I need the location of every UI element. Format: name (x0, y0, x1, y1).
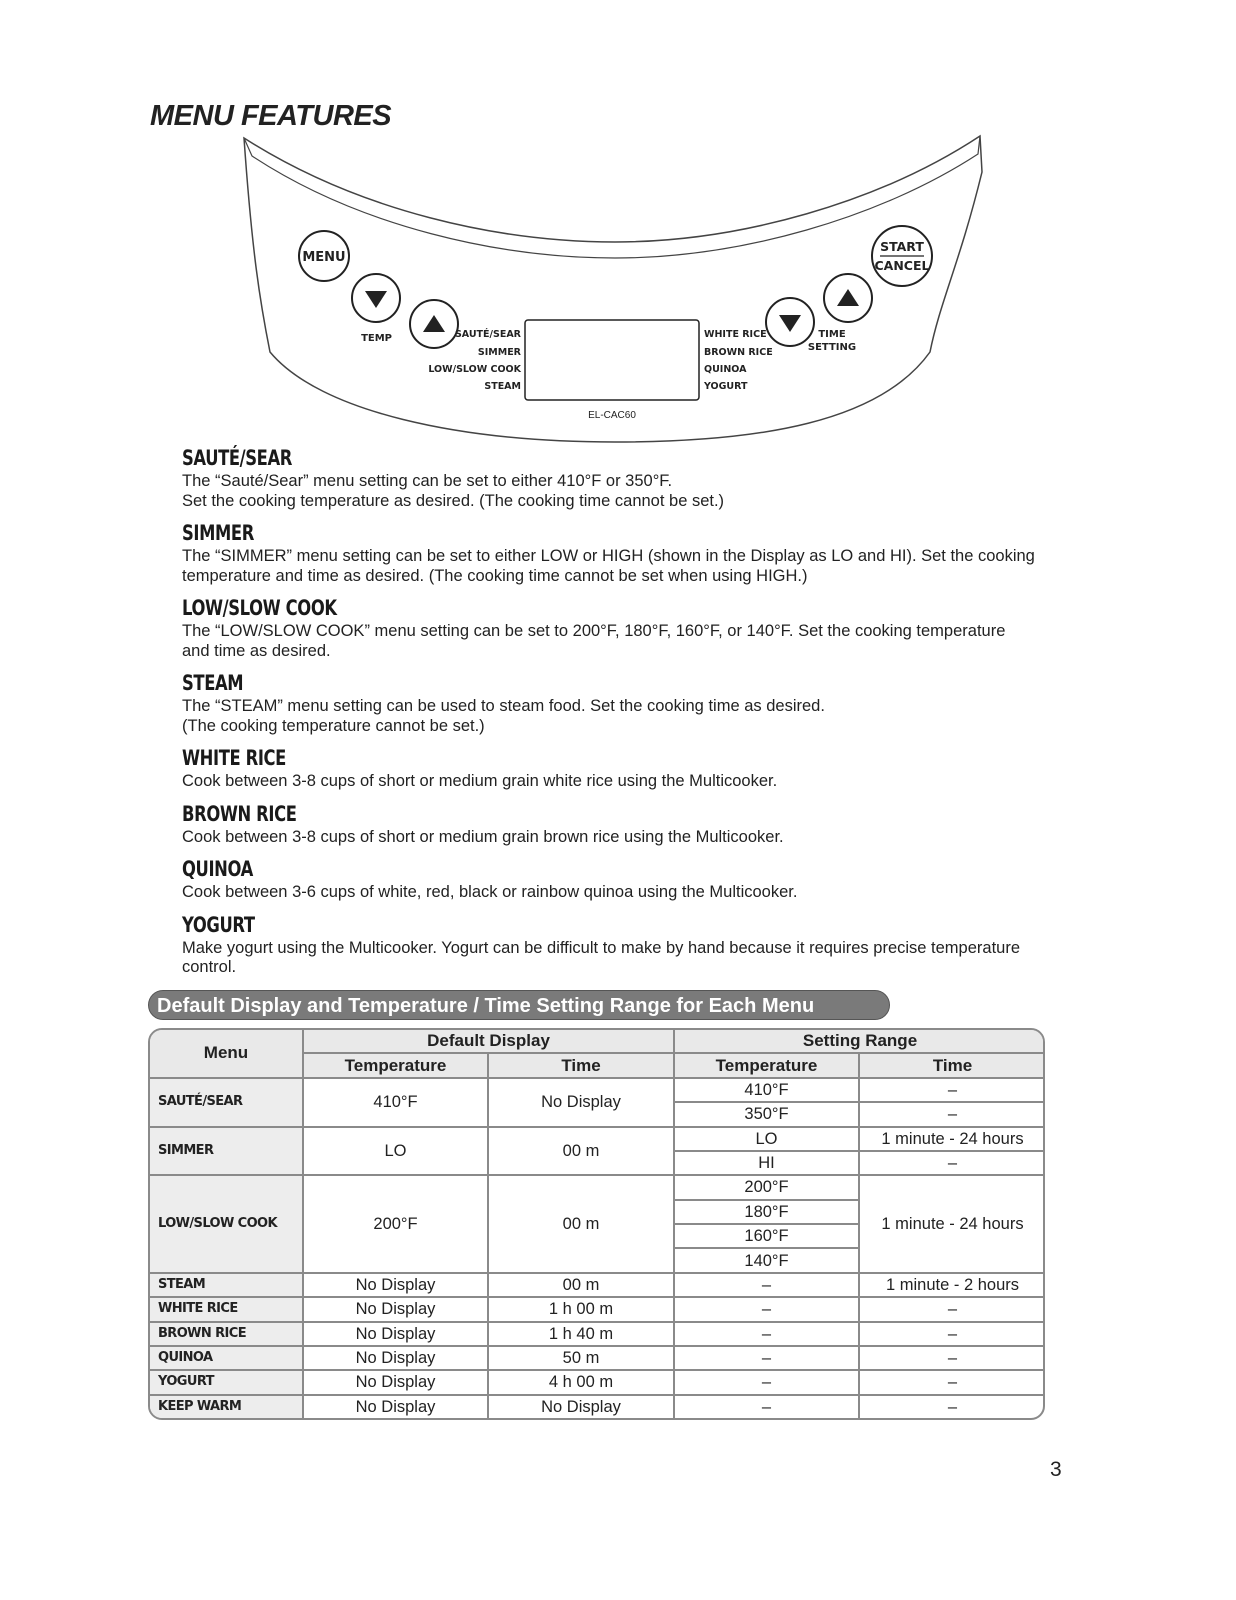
time-label-2: SETTING (807, 342, 857, 353)
display-window (525, 320, 699, 400)
table-row (149, 1175, 1045, 1199)
default-time-cell: 1 h 00 m (488, 1297, 674, 1321)
table-row (149, 1273, 1045, 1297)
section-text: The “LOW/SLOW COOK” menu setting can be set to 200°F, 180°F, 160°F, or 140°F. Set the cooking temperature and time as desired. (182, 622, 1006, 660)
default-temp-cell: No Display (303, 1297, 488, 1321)
table-row (149, 1370, 1045, 1394)
default-temp-cell: No Display (303, 1395, 488, 1419)
section-text: Make yogurt using the Multicooker. Yogurt can be difficult to make by hand because it requires precise temperature control. (182, 938, 1021, 976)
menu-cell: SIMMER (149, 1127, 303, 1176)
default-temp-cell: No Display (303, 1273, 488, 1297)
range-temp-cell: – (674, 1273, 859, 1297)
range-temp-cell: HI (674, 1151, 859, 1175)
page-title: MENU FEATURES (150, 100, 392, 132)
table-row (149, 1297, 1045, 1321)
section-steam (182, 669, 1072, 736)
range-temp-cell: – (674, 1395, 859, 1419)
table-row (149, 1127, 1045, 1151)
range-temp-cell: – (674, 1370, 859, 1394)
section-saute-sear (182, 444, 1072, 511)
range-temp-cell: – (674, 1297, 859, 1321)
model-number: EL-CAC60 (588, 410, 636, 421)
table-row (149, 1395, 1045, 1419)
menu-cell: YOGURT (149, 1370, 303, 1394)
section-text: The “SIMMER” menu setting can be set to either LOW or HIGH (shown in the Display as LO and HI). Set the cooking temperature and time as desired. (The cooking time cannot be set when using HIGH.) (182, 547, 1035, 585)
start-label: START (880, 239, 924, 254)
section-simmer (182, 519, 1072, 586)
table-header-row (149, 1029, 1045, 1053)
table-row (149, 1346, 1045, 1370)
range-time-cell: – (859, 1102, 1045, 1126)
temp-down-button[interactable] (352, 274, 400, 322)
menu-cell: WHITE RICE (149, 1297, 303, 1321)
default-time-cell: No Display (488, 1078, 674, 1127)
range-temp-cell: 200°F (674, 1175, 859, 1199)
temp-label: TEMP (361, 333, 392, 344)
default-temp-cell: LO (303, 1127, 488, 1176)
start-cancel-button[interactable] (872, 226, 932, 286)
section-brown-rice (182, 800, 1072, 848)
header-setting-range: Setting Range (674, 1029, 1045, 1053)
default-time-cell: No Display (488, 1395, 674, 1419)
table-row (149, 1322, 1045, 1346)
range-time-cell: – (859, 1346, 1045, 1370)
time-up-button[interactable] (824, 274, 872, 322)
menu-descriptions (182, 444, 1072, 978)
range-temp-cell: 140°F (674, 1248, 859, 1272)
menu-indicator-low-slow: LOW/SLOW COOK (428, 364, 521, 375)
range-temp-cell: 160°F (674, 1224, 859, 1248)
range-time-cell: 1 minute - 24 hours (859, 1127, 1045, 1151)
header-range-time: Time (859, 1053, 1045, 1077)
default-time-cell: 00 m (488, 1127, 674, 1176)
menu-button-label: MENU (302, 250, 346, 265)
temp-up-button[interactable] (410, 300, 458, 348)
section-heading: LOW/SLOW COOK (182, 596, 337, 620)
section-quinoa (182, 855, 1072, 903)
default-time-cell: 00 m (488, 1273, 674, 1297)
menu-indicator-saute: SAUTÉ/SEAR (454, 329, 521, 340)
default-time-cell: 00 m (488, 1175, 674, 1273)
menu-indicator-quinoa: QUINOA (704, 364, 747, 375)
section-text: The “Sauté/Sear” menu setting can be set to either 410°F or 350°F. Set the cooking temperature as desired. (The cooking time cannot be set.) (182, 472, 725, 510)
section-heading: BROWN RICE (182, 801, 297, 826)
range-temp-cell: – (674, 1322, 859, 1346)
section-heading: WHITE RICE (182, 746, 286, 770)
menu-cell: QUINOA (149, 1346, 303, 1370)
table-row (149, 1078, 1045, 1102)
settings-table-frame (148, 1028, 1045, 1420)
header-range-temperature: Temperature (674, 1053, 859, 1077)
default-temp-cell: No Display (303, 1322, 488, 1346)
range-temp-cell: LO (674, 1127, 859, 1151)
default-time-cell: 1 h 40 m (488, 1322, 674, 1346)
menu-indicator-steam: STEAM (484, 381, 521, 392)
menu-indicator-brown-rice: BROWN RICE (704, 347, 773, 358)
time-down-button[interactable] (766, 298, 814, 346)
header-default-time: Time (488, 1053, 674, 1077)
section-white-rice (182, 744, 1072, 792)
page-number: 3 (1050, 1458, 1062, 1481)
default-temp-cell: No Display (303, 1346, 488, 1370)
control-panel-diagram (240, 132, 990, 448)
default-temp-cell: 200°F (303, 1175, 488, 1273)
range-time-cell: 1 minute - 2 hours (859, 1273, 1045, 1297)
default-time-cell: 50 m (488, 1346, 674, 1370)
default-temp-cell: 410°F (303, 1078, 488, 1127)
cancel-label: CANCEL (874, 258, 930, 273)
range-time-cell: 1 minute - 24 hours (859, 1175, 1045, 1273)
section-text: Cook between 3-8 cups of short or medium grain brown rice using the Multicooker. (182, 827, 784, 846)
range-temp-cell: 350°F (674, 1102, 859, 1126)
menu-indicator-white-rice: WHITE RICE (704, 329, 767, 340)
range-time-cell: – (859, 1322, 1045, 1346)
default-temp-cell: No Display (303, 1370, 488, 1394)
section-text: The “STEAM” menu setting can be used to steam food. Set the cooking time as desired. (The cooking temperature cannot be set.) (182, 697, 825, 735)
menu-cell: LOW/SLOW COOK (149, 1175, 303, 1273)
section-heading: SIMMER (182, 521, 254, 545)
range-temp-cell: 180°F (674, 1200, 859, 1224)
menu-button[interactable] (299, 231, 349, 281)
range-time-cell: – (859, 1078, 1045, 1102)
range-time-cell: – (859, 1395, 1045, 1419)
range-temp-cell: – (674, 1346, 859, 1370)
range-time-cell: – (859, 1370, 1045, 1394)
menu-indicator-yogurt: YOGURT (704, 381, 748, 392)
section-heading: STEAM (182, 671, 244, 695)
section-heading: QUINOA (182, 857, 253, 881)
menu-cell: STEAM (149, 1273, 303, 1297)
menu-indicator-simmer: SIMMER (477, 347, 521, 358)
menu-cell: KEEP WARM (149, 1395, 303, 1419)
section-heading: SAUTÉ/SEAR (182, 446, 292, 470)
table-heading: Default Display and Temperature / Time Setting Range for Each Menu (148, 990, 890, 1020)
range-time-cell: – (859, 1297, 1045, 1321)
time-label-1: TIME (818, 329, 846, 340)
section-low-slow-cook (182, 594, 1072, 661)
header-default-temperature: Temperature (303, 1053, 488, 1077)
range-time-cell: – (859, 1151, 1045, 1175)
range-temp-cell: 410°F (674, 1078, 859, 1102)
menu-cell: BROWN RICE (149, 1322, 303, 1346)
default-time-cell: 4 h 00 m (488, 1370, 674, 1394)
settings-table (148, 1028, 1045, 1420)
header-menu: Menu (149, 1029, 303, 1078)
section-yogurt (182, 911, 1072, 978)
menu-cell: SAUTÉ/SEAR (149, 1078, 303, 1127)
header-default-display: Default Display (303, 1029, 674, 1053)
section-text: Cook between 3-8 cups of short or medium grain white rice using the Multicooker. (182, 772, 778, 790)
section-text: Cook between 3-6 cups of white, red, black or rainbow quinoa using the Multicooker. (182, 883, 798, 901)
section-heading: YOGURT (182, 912, 255, 937)
